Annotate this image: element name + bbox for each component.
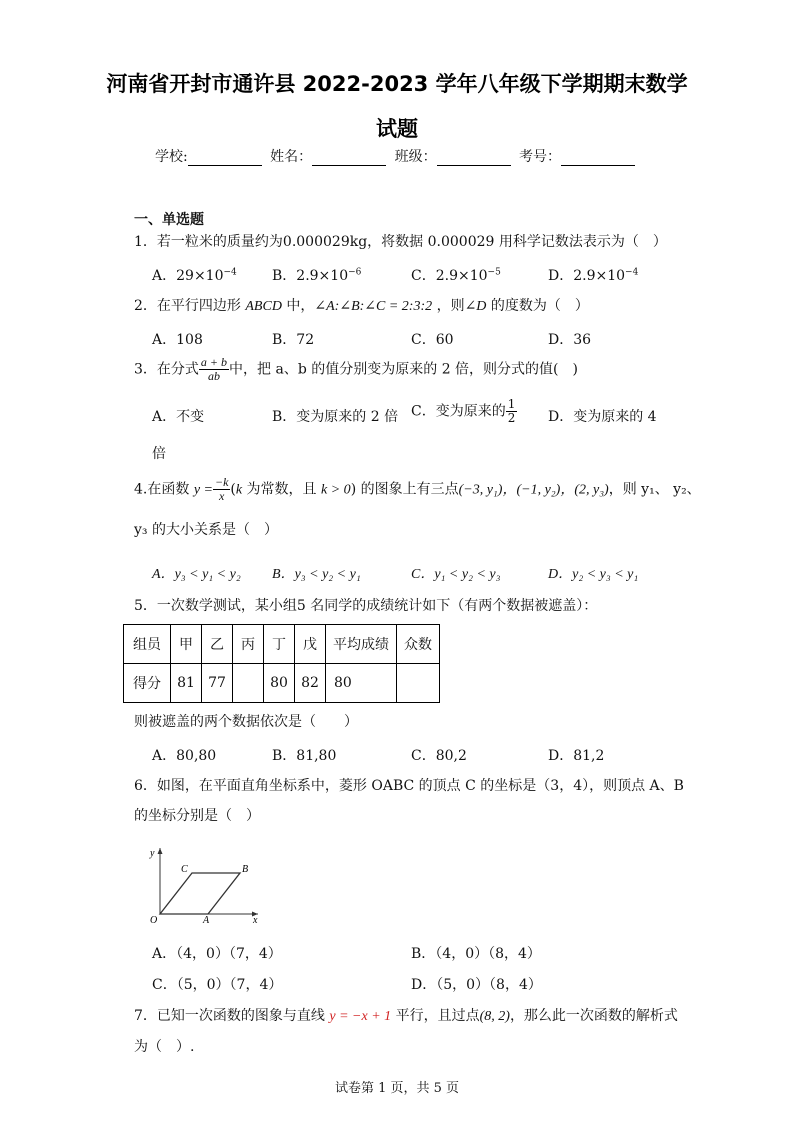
option-a[interactable]: A．$29\times 10^{-4}$	[152, 267, 237, 284]
origin-label: O	[150, 915, 158, 924]
question-1	[134, 232, 667, 252]
option-b[interactable]: B．72	[272, 332, 315, 348]
table-cell	[397, 664, 440, 703]
student-info	[0, 146, 794, 166]
y-axis-label: y	[150, 848, 155, 859]
question-2: 2．在平行四边形 ABCD 中，∠A:∠B:∠C = 2:3:2 ，则∠D 的度数为（ ）	[134, 298, 589, 314]
question-text: ，将数据 0.000029 用科学记数法表示为（ ）	[367, 234, 667, 250]
question-4: 4.在函数 y = $\frac{-k}{x}$ (k 为常数，且 k > 0) 的图象上有三点(−3, y₁)，(−1, y₂)，(2, y₃)，则 y₁、 y₂、	[134, 475, 701, 503]
option-d[interactable]: D．81,2	[548, 748, 605, 764]
option-a[interactable]: A．（4，0）（7，4）	[152, 946, 282, 962]
question-number: 1．	[134, 234, 157, 250]
table-cell: 77	[202, 664, 233, 703]
option-d[interactable]: D．变为原来的 4	[548, 409, 657, 425]
option-a[interactable]: A．108	[152, 332, 203, 348]
name-blank[interactable]	[312, 152, 386, 166]
table-cell: 80	[264, 664, 295, 703]
question-text: 若一粒米的质量约为	[156, 234, 283, 250]
table-header-row	[124, 625, 440, 664]
fraction: $\frac{a + b}{ab}$	[200, 355, 228, 383]
name-label: 姓名：	[270, 149, 313, 165]
question-3: 3．在分式 $\frac{a + b}{ab}$ 中，把 a、b 的值分别变为原来的 2 倍，则分式的值( )	[134, 355, 578, 383]
option-c[interactable]: C．80,2	[411, 748, 467, 764]
rhombus-figure	[140, 842, 266, 924]
option-b[interactable]: B．（4，0）（8，4）	[411, 946, 541, 962]
option-b[interactable]: B．81,80	[272, 748, 337, 764]
question-6: 6．如图，在平面直角坐标系中，菱形 OABC 的顶点 C 的坐标是（3，4），则顶点 A、B	[134, 778, 684, 794]
option-d[interactable]: D．（5，0）（8，4）	[411, 977, 542, 993]
option-d[interactable]: D．y₂ < y₃ < y₁	[548, 567, 639, 582]
table-cell	[233, 664, 264, 703]
table-header: 丙	[233, 625, 264, 664]
table-row	[124, 664, 440, 703]
option-c[interactable]: C．变为原来的 $\frac{1}{2}$	[411, 397, 516, 425]
fraction: $\frac{-k}{x}$	[214, 475, 229, 503]
question-5-after: 则被遮盖的两个数据依次是（ ）	[134, 714, 358, 730]
scores-table	[123, 624, 440, 703]
table-header: 组员	[124, 625, 171, 664]
option-d[interactable]: D．36	[548, 332, 592, 348]
page-title-line2: 试题	[376, 117, 418, 141]
point-b-label: B	[242, 864, 249, 875]
class-label: 班级：	[394, 149, 437, 165]
exam-no-label: 考号：	[519, 149, 562, 165]
option-b[interactable]: B．y₃ < y₂ < y₁	[272, 567, 361, 582]
exam-no-blank[interactable]	[561, 152, 635, 166]
question-5: 5．一次数学测试，某小组5 名同学的成绩统计如下（有两个数据被遮盖）：	[134, 598, 598, 614]
table-cell: 81	[171, 664, 202, 703]
option-d[interactable]: D．$2.9\times 10^{-4}$	[548, 267, 639, 284]
question-7-line2: 为（ ）.	[134, 1039, 195, 1055]
point-c-label: C	[181, 864, 188, 875]
table-header: 平均成绩	[326, 625, 397, 664]
y-axis-arrow	[158, 848, 163, 854]
school-blank[interactable]	[188, 152, 262, 166]
option-c[interactable]: C．$2.9\times 10^{-5}$	[411, 267, 501, 284]
page-footer: 试卷第 1 页，共 5 页	[334, 1081, 460, 1096]
option-b[interactable]: B．变为原来的 2 倍	[272, 409, 399, 425]
option-a[interactable]: A．y₃ < y₁ < y₂	[152, 567, 241, 582]
option-c[interactable]: C．y₁ < y₂ < y₃	[411, 567, 501, 582]
question-6-line2: 的坐标分别是（ ）	[134, 808, 260, 824]
rhombus-shape	[160, 873, 240, 914]
school-label: 学校:	[154, 149, 188, 165]
option-b[interactable]: B．$2.9\times 10^{-6}$	[272, 267, 362, 284]
page-title-line1: 河南省开封市通许县 2022-2023 学年八年级下学期期末数学	[106, 72, 688, 96]
table-header: 众数	[397, 625, 440, 664]
class-blank[interactable]	[437, 152, 511, 166]
section-heading: 一、单选题	[134, 212, 204, 228]
option-c[interactable]: C．（5，0）（7，4）	[152, 977, 283, 993]
table-header: 甲	[171, 625, 202, 664]
table-header: 戊	[295, 625, 326, 664]
fraction: $\frac{1}{2}$	[507, 397, 516, 425]
table-header: 丁	[264, 625, 295, 664]
highlighted-equation: y = −x + 1	[329, 1009, 392, 1024]
question-4-line2: y₃ 的大小关系是（ ）	[134, 522, 278, 538]
table-cell: 80	[326, 664, 397, 703]
option-wrap: 倍	[152, 446, 166, 462]
table-cell: 82	[295, 664, 326, 703]
option-a[interactable]: A．不变	[152, 409, 205, 425]
option-c[interactable]: C．60	[411, 332, 454, 348]
point-a-label: A	[203, 915, 210, 924]
table-header: 乙	[202, 625, 233, 664]
table-cell: 得分	[124, 664, 171, 703]
math-value: 0.000029kg	[282, 234, 368, 250]
x-axis-label: x	[253, 915, 258, 924]
question-7: 7．已知一次函数的图象与直线 y = −x + 1 平行，且过点(8, 2)，那么此一次函数的解析式	[134, 1008, 678, 1024]
option-a[interactable]: A．80,80	[152, 748, 217, 764]
